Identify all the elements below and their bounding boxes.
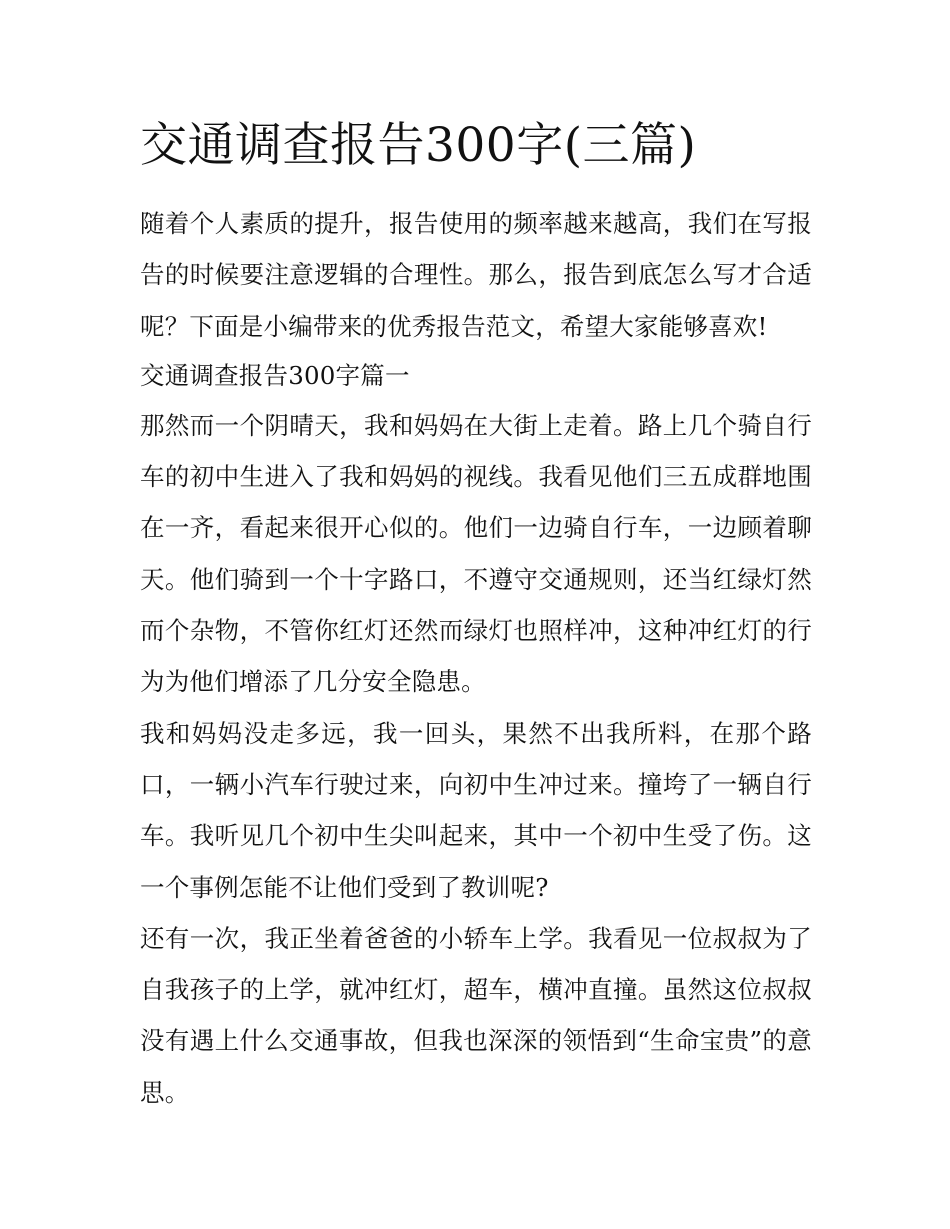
- document-body: [140, 198, 812, 1118]
- body-paragraph-1: 那然而一个阴晴天，我和妈妈在大街上走着。路上几个骑自行车的初中生进入了我和妈妈的视线。我看见他们三五成群地围在一齐，看起来很开心似的。他们一边骑自行车，一边顾着聊天。他们骑到一个十字路口，不遵守交通规则，还当红绿灯然而个杂物，不管你红灯还然而绿灯也照样冲，这种冲红灯的行为为他们增添了几分安全隐患。: [140, 410, 812, 697]
- section-heading: 交通调查报告300字篇一: [140, 360, 410, 390]
- body-paragraph-3: 还有一次，我正坐着爸爸的小轿车上学。我看见一位叔叔为了自我孩子的上学，就冲红灯，超车，横冲直撞。虽然这位叔叔没有遇上什么交通事故，但我也深深的领悟到“生命宝贵”的意思。: [140, 923, 812, 1107]
- body-paragraph-2: 我和妈妈没走多远，我一回头，果然不出我所料，在那个路口，一辆小汽车行驶过来，向初中生冲过来。撞垮了一辆自行车。我听见几个初中生尖叫起来，其中一个初中生受了伤。这一个事例怎能不让他们受到了教训呢?: [140, 718, 812, 902]
- intro-paragraph: 随着个人素质的提升，报告使用的频率越来越高，我们在写报告的时候要注意逻辑的合理性。那么，报告到底怎么写才合适呢？下面是小编带来的优秀报告范文，希望大家能够喜欢!: [140, 209, 812, 341]
- document-title: 交通调查报告300字(三篇): [140, 118, 697, 173]
